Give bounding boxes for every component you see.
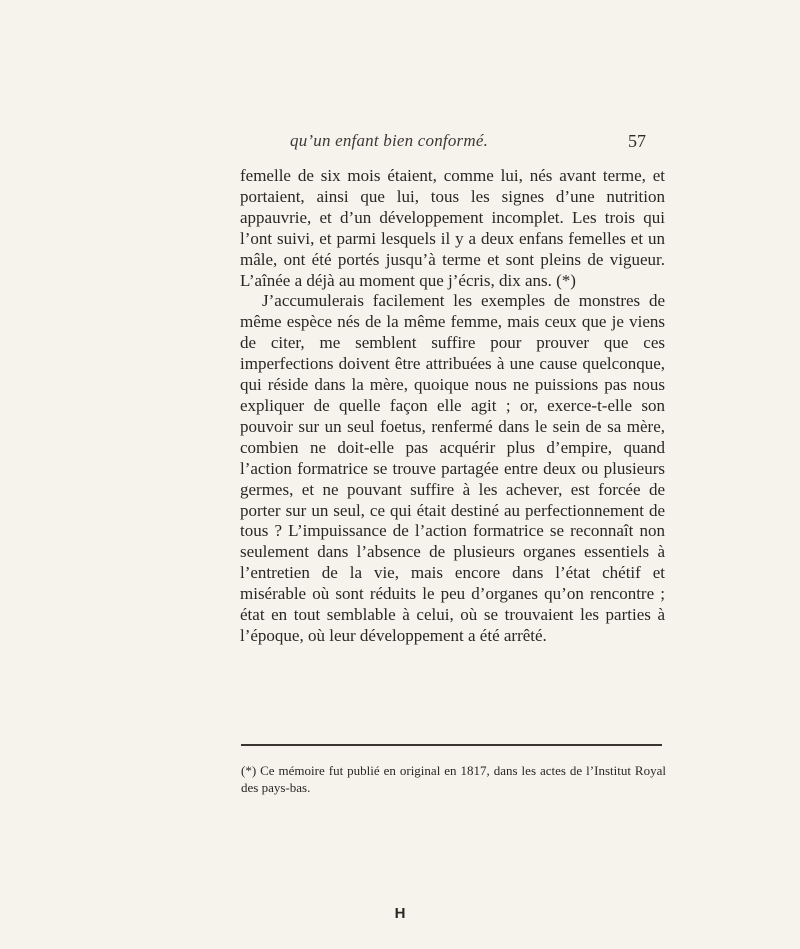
footnote-rule — [241, 744, 662, 746]
running-title: qu’un enfant bien conformé. — [290, 131, 489, 150]
signature-mark: H — [394, 905, 406, 922]
body-text — [240, 166, 665, 647]
page-number: 57 — [628, 131, 646, 151]
paragraph-1: femelle de six mois étaient, comme lui, nés avant terme, et portaient, ainsi que lui, tous les signes d’une nutrition appauvrie, et d’un développement incomplet. Les trois qui l’ont suivi, et parmi lesquels il y a deux enfans femelles et un mâle, ont été portés jusqu’à terme et sont pleins de vigueur. L’aînée a déjà au moment que j’écris, dix ans. (*) — [240, 166, 665, 290]
running-head — [290, 131, 650, 153]
footnote: (*) Ce mémoire fut publié en original en 1817, dans les actes de l’Institut Royal des pays-bas. — [241, 763, 666, 795]
paragraph-2: J’accumulerais facilement les exemples de monstres de même espèce nés de la même femme, mais ceux que je viens de citer, me semblent suffire pour prouver que ces imperfections doivent être attribuées à une cause quelconque, qui réside dans la mère, quoique nous ne puissions pas nous expliquer de quelle façon elle agit ; or, exerce-t-elle son pouvoir sur un seul foetus, renfermé dans le sein de sa mère, combien ne doit-elle pas acquérir plus d’empire, quand l’action formatrice se trouve partagée entre deux ou plusieurs germes, et ne pouvant suffire à les achever, est forcée de porter sur un seul, ce qui était destiné au perfectionnement de tous ? L’impuissance de l’action formatrice se reconnaît non seulement dans l’absence de plusieurs organes essentiels à l’entretien de la vie, mais encore dans l’état chétif et misérable où sont réduits le peu d’organes qu’on rencontre ; état en tout semblable à celui, où se trouvaient les parties à l’époque, où leur développement a été arrêté. — [240, 291, 665, 645]
